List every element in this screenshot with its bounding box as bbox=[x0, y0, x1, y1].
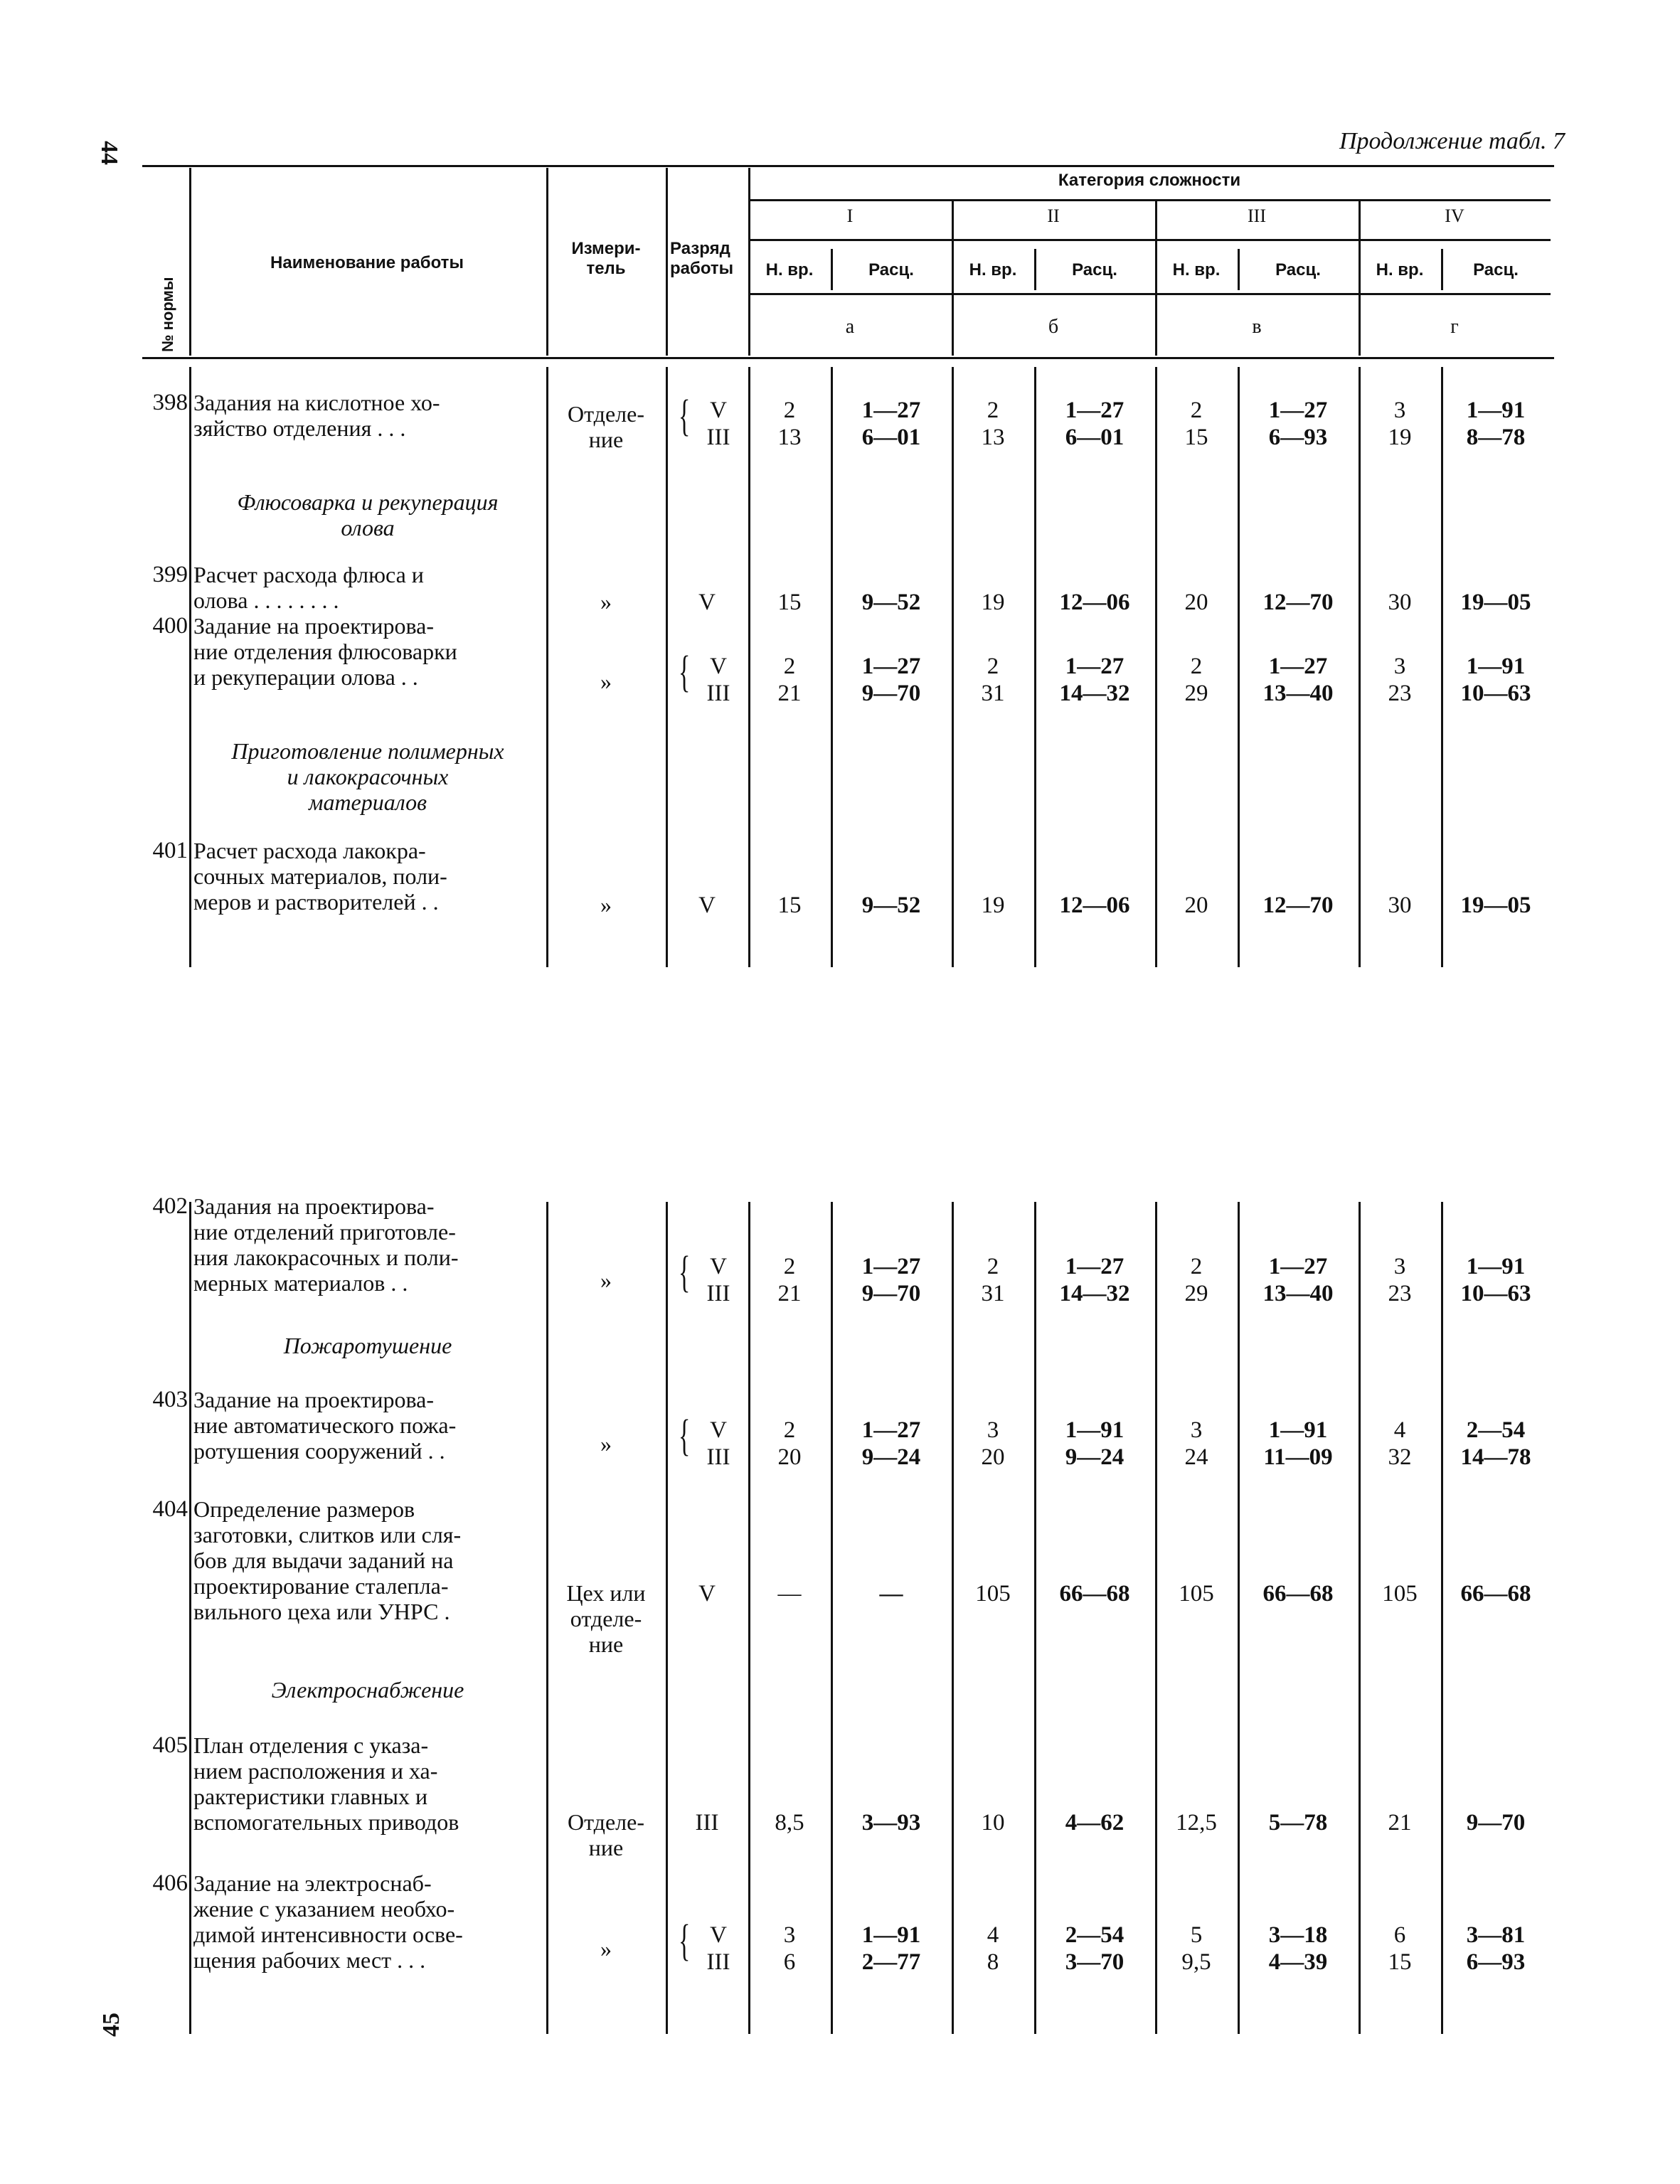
page-number-top: 44 bbox=[96, 141, 122, 165]
rate-cell: 4—39 bbox=[1268, 1949, 1328, 1975]
row-name: Расчет расхода флюса и олова . . . . . . . . bbox=[193, 562, 424, 613]
rate-cell: 10—63 bbox=[1460, 681, 1531, 706]
rasc-label-4: Расц. bbox=[1473, 260, 1519, 279]
norm-time-cell: 2 bbox=[987, 1254, 999, 1279]
nvr-label-3: Н. вр. bbox=[1172, 260, 1221, 279]
body-vrule-1-7 bbox=[1155, 1202, 1157, 2034]
rate-cell: 14—78 bbox=[1460, 1444, 1531, 1470]
rate-cell: 1—91 bbox=[1466, 1254, 1526, 1279]
row-unit: Цех или отделе- ние bbox=[566, 1580, 646, 1657]
norm-time-cell: 15 bbox=[1388, 1949, 1412, 1975]
row-grade-2: III bbox=[706, 1949, 730, 1975]
grade-brace: { bbox=[679, 392, 691, 440]
row-grade-2: III bbox=[706, 425, 730, 450]
row-name: План отделения с указа- нием расположения и ха- рактеристики главных и вспомогательных приводов bbox=[193, 1732, 459, 1835]
norm-time-cell: 21 bbox=[777, 681, 802, 706]
category-2-label: II bbox=[1047, 206, 1060, 226]
rate-cell: 1—27 bbox=[1268, 398, 1328, 423]
rasc-label-1: Расц. bbox=[868, 260, 914, 279]
nvr-label-1: Н. вр. bbox=[765, 260, 814, 279]
rate-cell: 9—70 bbox=[1466, 1810, 1526, 1836]
norm-time-cell: 19 bbox=[1388, 425, 1412, 450]
body-vrule-1-8 bbox=[1238, 1202, 1240, 2034]
category-group-rule-1 bbox=[959, 239, 1147, 241]
norm-time-cell: 8,5 bbox=[775, 1810, 804, 1836]
norm-time-cell: 15 bbox=[777, 590, 802, 615]
norm-time-cell: 2 bbox=[1190, 654, 1203, 679]
letter-2: б bbox=[1048, 316, 1059, 338]
row-name: Определение размеров заготовки, слитков или сля- бов для выдачи заданий на проектирование сталепла- вильного цеха или УНРС . bbox=[193, 1496, 462, 1624]
nvr-rule bbox=[748, 293, 1551, 295]
rate-cell: 1—27 bbox=[1065, 398, 1125, 423]
row-name: Задание на проектирова- ние отделения флюсоварки и рекуперации олова . . bbox=[193, 613, 457, 690]
col-norm-label: № нормы bbox=[159, 277, 176, 352]
norm-time-cell: 105 bbox=[1179, 1581, 1214, 1607]
row-unit: Отделе- ние bbox=[568, 1809, 644, 1860]
norm-time-cell: 2 bbox=[783, 654, 796, 679]
rate-cell: 66—68 bbox=[1059, 1581, 1130, 1607]
rate-cell: 8—78 bbox=[1466, 425, 1526, 450]
section-heading: Пожаротушение bbox=[283, 1333, 452, 1358]
norm-time-cell: — bbox=[777, 1581, 802, 1607]
rate-cell: 9—70 bbox=[861, 681, 921, 706]
rate-cell: 19—05 bbox=[1460, 893, 1531, 918]
rate-cell: 2—77 bbox=[861, 1949, 921, 1975]
row-grade-2: III bbox=[706, 681, 730, 706]
row-unit: » bbox=[600, 892, 612, 917]
rate-cell: 1—91 bbox=[1466, 398, 1526, 423]
rate-cell: 13—40 bbox=[1262, 681, 1334, 706]
rate-cell: 6—93 bbox=[1268, 425, 1328, 450]
row-unit: » bbox=[600, 1431, 612, 1456]
rate-cell: 3—70 bbox=[1065, 1949, 1125, 1975]
norm-time-cell: 2 bbox=[1190, 1254, 1203, 1279]
norm-time-cell: 2 bbox=[783, 1417, 796, 1443]
category-4-label: IV bbox=[1445, 206, 1464, 226]
norm-time-cell: 15 bbox=[1184, 425, 1208, 450]
row-grade-2: III bbox=[706, 1444, 730, 1470]
rate-cell: 1—27 bbox=[861, 654, 921, 679]
category-3-label: III bbox=[1248, 206, 1266, 226]
norm-time-cell: 20 bbox=[777, 1444, 802, 1470]
body-vrule-1-5 bbox=[952, 1202, 954, 2034]
norm-time-cell: 29 bbox=[1184, 681, 1208, 706]
row-unit: » bbox=[600, 668, 612, 694]
rate-cell: 12—06 bbox=[1059, 590, 1130, 615]
body-vrule-1-2 bbox=[666, 1202, 668, 2034]
row-name: Задание на проектирова- ние автоматического пожа- ротушения сооружений . . bbox=[193, 1387, 457, 1464]
rate-cell: 12—70 bbox=[1262, 590, 1334, 615]
col-unit-label: Измери- тель bbox=[571, 239, 641, 278]
row-name: Задания на кислотное хо- зяйство отделения . . . bbox=[193, 390, 440, 441]
rate-cell: 9—24 bbox=[1065, 1444, 1125, 1470]
norm-time-cell: 4 bbox=[987, 1922, 999, 1948]
norm-time-cell: 4 bbox=[1393, 1417, 1406, 1443]
norm-time-cell: 23 bbox=[1388, 1281, 1412, 1306]
norm-time-cell: 19 bbox=[981, 893, 1005, 918]
row-grade-1: V bbox=[710, 398, 727, 423]
rate-cell: 5—78 bbox=[1268, 1810, 1328, 1836]
category-label: Категория сложности bbox=[1058, 171, 1241, 190]
row-name: Задания на проектирова- ние отделений приготовле- ния лакокрасочных и поли- мерных материалов . . bbox=[193, 1193, 459, 1296]
row-unit: » bbox=[600, 589, 612, 614]
rate-cell: 66—68 bbox=[1460, 1581, 1531, 1607]
norm-time-cell: 6 bbox=[1393, 1922, 1406, 1948]
body-vrule-1-6 bbox=[1034, 1202, 1036, 2034]
norm-time-cell: 6 bbox=[783, 1949, 796, 1975]
rate-cell: 1—27 bbox=[1268, 654, 1328, 679]
grade-brace: { bbox=[679, 1248, 691, 1296]
norm-time-cell: 3 bbox=[1393, 398, 1406, 423]
norm-time-cell: 105 bbox=[1382, 1581, 1418, 1607]
row-number: 400 bbox=[152, 613, 188, 639]
norm-time-cell: 31 bbox=[981, 1281, 1005, 1306]
norm-time-cell: 19 bbox=[981, 590, 1005, 615]
row-grade: V bbox=[698, 590, 716, 615]
norm-time-cell: 24 bbox=[1184, 1444, 1208, 1470]
rate-cell: 1—27 bbox=[861, 398, 921, 423]
rate-cell: 6—93 bbox=[1466, 1949, 1526, 1975]
rate-cell: 11—09 bbox=[1263, 1444, 1333, 1470]
section-heading: Электроснабжение bbox=[271, 1677, 464, 1703]
category-1-label: I bbox=[846, 206, 854, 226]
rate-cell: 66—68 bbox=[1262, 1581, 1334, 1607]
row-unit: » bbox=[600, 1936, 612, 1961]
nvr-label-4: Н. вр. bbox=[1376, 260, 1424, 279]
rate-cell: 12—06 bbox=[1059, 893, 1130, 918]
rate-cell: 10—63 bbox=[1460, 1281, 1531, 1306]
body-vrule-1-4 bbox=[831, 1202, 833, 2034]
category-group-rule-0 bbox=[755, 239, 943, 241]
category-rule bbox=[748, 199, 1551, 201]
table-continuation-caption: Продолжение табл. 7 bbox=[1339, 128, 1565, 154]
rate-cell: — bbox=[879, 1581, 903, 1607]
norm-time-cell: 13 bbox=[777, 425, 802, 450]
norm-time-cell: 30 bbox=[1388, 893, 1412, 918]
norm-time-cell: 12,5 bbox=[1176, 1810, 1217, 1836]
rate-cell: 1—27 bbox=[1065, 1254, 1125, 1279]
col-grade-label: Разряд работы bbox=[670, 239, 734, 278]
rate-cell: 1—91 bbox=[1065, 1417, 1125, 1443]
rate-cell: 2—54 bbox=[1065, 1922, 1125, 1948]
body-vrule-1-10 bbox=[1441, 1202, 1443, 2034]
row-number: 404 bbox=[152, 1496, 188, 1522]
norm-time-cell: 10 bbox=[981, 1810, 1005, 1836]
nvr-label-2: Н. вр. bbox=[969, 260, 1017, 279]
norm-time-cell: 8 bbox=[987, 1949, 999, 1975]
body-vrule-0-0 bbox=[189, 367, 191, 967]
rate-cell: 9—52 bbox=[861, 590, 921, 615]
col-name-label: Наименование работы bbox=[270, 253, 464, 272]
section-heading: Флюсоварка и рекуперация олова bbox=[237, 489, 499, 540]
row-number: 399 bbox=[152, 562, 188, 587]
rate-cell: 1—91 bbox=[1466, 654, 1526, 679]
body-vrule-1-9 bbox=[1359, 1202, 1361, 2034]
norm-time-cell: 29 bbox=[1184, 1281, 1208, 1306]
row-number: 402 bbox=[152, 1193, 188, 1219]
section-heading: Приготовление полимерных и лакокрасочных материалов bbox=[231, 738, 504, 815]
row-grade: V bbox=[698, 1581, 716, 1607]
row-number: 405 bbox=[152, 1732, 188, 1758]
norm-time-cell: 2 bbox=[987, 654, 999, 679]
row-grade-1: V bbox=[710, 1254, 727, 1279]
norm-time-cell: 105 bbox=[975, 1581, 1011, 1607]
norm-time-cell: 3 bbox=[1393, 654, 1406, 679]
letter-1: а bbox=[845, 316, 855, 338]
row-number: 403 bbox=[152, 1387, 188, 1412]
rate-cell: 9—70 bbox=[861, 1281, 921, 1306]
norm-time-cell: 3 bbox=[1190, 1417, 1203, 1443]
norm-time-cell: 20 bbox=[1184, 590, 1208, 615]
row-grade-1: V bbox=[710, 1922, 727, 1948]
rate-cell: 3—18 bbox=[1268, 1922, 1328, 1948]
rate-cell: 19—05 bbox=[1460, 590, 1531, 615]
row-name: Расчет расхода лакокра- сочных материалов, поли- меров и растворителей . . bbox=[193, 838, 447, 915]
norm-time-cell: 2 bbox=[987, 398, 999, 423]
row-grade: III bbox=[695, 1810, 719, 1836]
header-bottom-rule bbox=[142, 357, 1554, 359]
norm-time-cell: 2 bbox=[783, 398, 796, 423]
norm-time-cell: 32 bbox=[1388, 1444, 1412, 1470]
rate-cell: 9—52 bbox=[861, 893, 921, 918]
norm-time-cell: 3 bbox=[987, 1417, 999, 1443]
norm-time-cell: 2 bbox=[783, 1254, 796, 1279]
norm-time-cell: 21 bbox=[777, 1281, 802, 1306]
rate-cell: 1—27 bbox=[861, 1254, 921, 1279]
norm-time-cell: 2 bbox=[1190, 398, 1203, 423]
row-number: 398 bbox=[152, 390, 188, 415]
rate-cell: 13—40 bbox=[1262, 1281, 1334, 1306]
letter-4: г bbox=[1450, 316, 1459, 338]
row-grade-2: III bbox=[706, 1281, 730, 1306]
row-number: 401 bbox=[152, 838, 188, 863]
rasc-label-3: Расц. bbox=[1275, 260, 1321, 279]
row-grade: V bbox=[698, 893, 716, 918]
top-rule bbox=[142, 165, 1554, 167]
page-number-bottom: 45 bbox=[98, 2013, 124, 2037]
norm-time-cell: 30 bbox=[1388, 590, 1412, 615]
row-name: Задание на электроснаб- жение с указанием необхо- димой интенсивности осве- щения рабочих мест . . . bbox=[193, 1870, 463, 1973]
row-unit: Отделе- ние bbox=[568, 401, 644, 452]
rasc-label-2: Расц. bbox=[1072, 260, 1117, 279]
rate-cell: 14—32 bbox=[1059, 681, 1130, 706]
norm-time-cell: 23 bbox=[1388, 681, 1412, 706]
grade-brace: { bbox=[679, 648, 691, 696]
rate-cell: 3—81 bbox=[1466, 1922, 1526, 1948]
grade-brace: { bbox=[679, 1412, 691, 1460]
rate-cell: 1—27 bbox=[861, 1417, 921, 1443]
rate-cell: 9—24 bbox=[861, 1444, 921, 1470]
rate-cell: 6—01 bbox=[1065, 425, 1125, 450]
norm-time-cell: 31 bbox=[981, 681, 1005, 706]
rate-cell: 4—62 bbox=[1065, 1810, 1125, 1836]
norm-time-cell: 21 bbox=[1388, 1810, 1412, 1836]
norm-time-cell: 20 bbox=[1184, 893, 1208, 918]
letter-3: в bbox=[1252, 316, 1262, 338]
row-unit: » bbox=[600, 1267, 612, 1293]
norm-time-cell: 13 bbox=[981, 425, 1005, 450]
rate-cell: 1—91 bbox=[1268, 1417, 1328, 1443]
grade-brace: { bbox=[679, 1917, 691, 1965]
norm-time-cell: 3 bbox=[1393, 1254, 1406, 1279]
body-vrule-1-3 bbox=[748, 1202, 750, 2034]
norm-time-cell: 20 bbox=[981, 1444, 1005, 1470]
rate-cell: 6—01 bbox=[861, 425, 921, 450]
rate-cell: 14—32 bbox=[1059, 1281, 1130, 1306]
rate-cell: 2—54 bbox=[1466, 1417, 1526, 1443]
category-group-rule-3 bbox=[1366, 239, 1543, 241]
norm-time-cell: 3 bbox=[783, 1922, 796, 1948]
rate-cell: 12—70 bbox=[1262, 893, 1334, 918]
row-grade-1: V bbox=[710, 654, 727, 679]
row-number: 406 bbox=[152, 1870, 188, 1896]
body-vrule-1-0 bbox=[189, 1202, 191, 2034]
rate-cell: 1—27 bbox=[1065, 654, 1125, 679]
category-group-rule-2 bbox=[1162, 239, 1350, 241]
norm-time-cell: 9,5 bbox=[1181, 1949, 1211, 1975]
norm-time-cell: 15 bbox=[777, 893, 802, 918]
norm-time-cell: 5 bbox=[1190, 1922, 1203, 1948]
rate-cell: 3—93 bbox=[861, 1810, 921, 1836]
body-vrule-0-2 bbox=[666, 367, 668, 967]
rate-cell: 1—27 bbox=[1268, 1254, 1328, 1279]
body-vrule-0-1 bbox=[546, 367, 548, 967]
rate-cell: 1—91 bbox=[861, 1922, 921, 1948]
row-grade-1: V bbox=[710, 1417, 727, 1443]
